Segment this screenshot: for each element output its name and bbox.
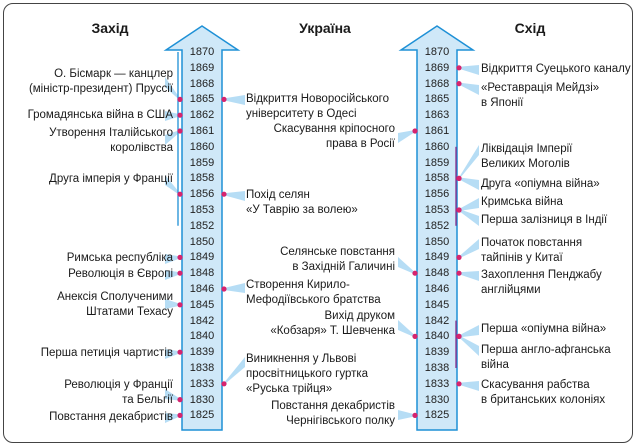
year-right-1849: 1849 (424, 251, 450, 264)
year-right-1853: 1853 (424, 204, 450, 216)
con-novorossiysk (224, 95, 245, 105)
dot-con-peasant-march (221, 192, 226, 197)
year-right-1865: 1865 (424, 93, 450, 106)
year-right-1860: 1860 (424, 140, 450, 153)
year-left-1862: 1862 (189, 109, 215, 122)
event-revolution-europe: Революція в Європі (68, 268, 173, 280)
header-east: Схід (514, 20, 546, 36)
year-right-1859: 1859 (424, 156, 450, 169)
year-left-1840: 1840 (189, 330, 215, 343)
event-crimean-war: Кримська війна (481, 196, 563, 208)
event-first-railway-india: Перша залізниця в Індії (481, 214, 608, 226)
year-right-1838: 1838 (424, 362, 450, 374)
con-first-opium (459, 325, 479, 337)
dot-con-suez (456, 65, 461, 70)
con-ruska (224, 357, 245, 385)
year-left-1870: 1870 (189, 46, 215, 58)
year-left-1859: 1859 (189, 156, 215, 169)
year-left-1849: 1849 (189, 251, 215, 264)
year-right-1850: 1850 (424, 235, 450, 248)
year-right-1861: 1861 (424, 125, 450, 137)
year-right-1869: 1869 (424, 61, 450, 74)
dot-con-slavery (456, 381, 461, 386)
dot-con-second-opium (456, 176, 461, 181)
con-suez (459, 65, 479, 75)
con-crimean (459, 198, 479, 211)
year-right-1870: 1870 (424, 46, 450, 58)
event-novorossiysk-university: Відкриття Новоросійського університету в Одесі (246, 93, 389, 120)
event-first-opium-war: Перша «опіумна війна» (481, 323, 607, 335)
con-serfdom (398, 130, 415, 143)
year-left-1858: 1858 (189, 172, 215, 185)
dot-con-meiji (456, 81, 461, 86)
year-right-1848: 1848 (424, 267, 450, 280)
year-right-1839: 1839 (424, 346, 450, 359)
dot-con-ruska (221, 381, 226, 386)
con-mughal (459, 145, 479, 179)
con-slavery (459, 381, 479, 391)
event-anglo-afghan-war: Перша англо-афганська війна (481, 344, 611, 371)
event-us-civil-war: Громадянська війна в США (27, 109, 173, 121)
year-left-1842: 1842 (189, 314, 215, 327)
con-galicia (398, 257, 415, 274)
dot-con-afghan (456, 334, 461, 339)
event-mughal-liquidation: Ліквідація Імперії Великих Моголів (481, 143, 573, 170)
dot-con-cyril (221, 286, 226, 291)
year-right-1856: 1856 (424, 188, 450, 201)
year-right-1846: 1846 (424, 283, 450, 295)
event-punjab-capture: Захоплення Пенджабу англійцями (481, 269, 602, 296)
event-revolution-france-belgium: Революція у Франції та Бельгії (64, 379, 173, 406)
con-punjab (459, 271, 479, 281)
year-right-1830: 1830 (424, 393, 450, 406)
event-chartist-petition: Перша петиція чартистів (40, 347, 173, 359)
year-left-1839: 1839 (189, 346, 215, 359)
event-ruska-triytsia: Виникнення у Львові просвітницького гуртка «Руська трійця» (246, 353, 369, 395)
con-taiping (459, 239, 479, 258)
con-kobzar (398, 320, 415, 337)
con-cyril (224, 283, 245, 293)
event-slavery-abolition: Скасування рабства в британських колоніях (481, 379, 606, 406)
year-right-1842: 1842 (424, 314, 450, 327)
header-ukraine: Україна (299, 20, 351, 36)
year-left-1833: 1833 (189, 377, 215, 390)
event-peasant-march: Похід селян «У Таврію за волею» (246, 189, 358, 216)
event-meiji-restoration: «Реставрація Мейдзі» в Японії (481, 82, 600, 109)
con-peasant-march (224, 191, 245, 201)
year-left-1860: 1860 (189, 140, 215, 153)
year-left-1848: 1848 (189, 267, 215, 280)
year-right-1858: 1858 (424, 172, 450, 185)
con-railway (459, 209, 479, 226)
event-second-empire: Друга імперія у Франції (49, 173, 173, 185)
year-left-1850: 1850 (189, 235, 215, 248)
year-left-1845: 1845 (189, 298, 215, 311)
year-right-1833: 1833 (424, 377, 450, 390)
year-right-1852: 1852 (424, 219, 450, 232)
year-left-1838: 1838 (189, 362, 215, 374)
year-left-1825: 1825 (189, 409, 215, 422)
event-texas-annexation: Анексія Сполученими Штатами Техасу (57, 291, 173, 318)
year-right-1840: 1840 (424, 330, 450, 343)
year-left-1868: 1868 (189, 77, 215, 90)
event-serfdom-abolition: Скасування кріпосного права в Росії (273, 123, 395, 150)
event-taiping-rebellion: Початок повстання тайпінів у Китаї (481, 237, 583, 264)
year-right-1863: 1863 (424, 109, 450, 122)
header-west: Захід (91, 20, 129, 36)
event-italy-unification: Утворення Італійського королівства (49, 127, 173, 154)
event-bismarck: О. Бісмарк — канцлер (міністр-президент) Пруссії (28, 68, 173, 95)
dot-con-punjab (456, 271, 461, 276)
event-roman-republic: Римська республіка (66, 252, 173, 264)
event-cyril-methodius: Створення Кирило- Мефодіївського братства (246, 279, 381, 306)
event-chernihiv-regiment: Повстання декабристів Чернігівського полку (271, 400, 395, 427)
event-decembrist-uprising: Повстання декабристів (49, 411, 173, 423)
event-kobzar: Вихід друком «Кобзаря» Т. Шевченка (270, 310, 395, 337)
year-left-1830: 1830 (189, 393, 215, 406)
event-second-opium-war: Друга «опіумна війна» (481, 178, 600, 190)
dot-con-railway (456, 207, 461, 212)
year-left-1853: 1853 (189, 204, 215, 216)
con-meiji (459, 83, 479, 95)
dot-con-novorossiysk (221, 97, 226, 102)
year-left-1869: 1869 (189, 61, 215, 74)
year-left-1865: 1865 (189, 93, 215, 106)
event-suez-canal: Відкриття Суецького каналу (481, 63, 631, 75)
year-right-1825: 1825 (424, 409, 450, 422)
event-galicia-uprising: Селянське повстання в Західній Галичині (280, 246, 395, 273)
year-left-1856: 1856 (189, 188, 215, 201)
dot-con-taiping (456, 255, 461, 260)
con-second-opium (459, 177, 479, 190)
year-right-1845: 1845 (424, 298, 450, 311)
year-left-1852: 1852 (189, 219, 215, 232)
con-afghan (459, 335, 479, 356)
year-left-1846: 1846 (189, 283, 215, 295)
year-right-1868: 1868 (424, 77, 450, 90)
year-left-1861: 1861 (189, 125, 215, 137)
